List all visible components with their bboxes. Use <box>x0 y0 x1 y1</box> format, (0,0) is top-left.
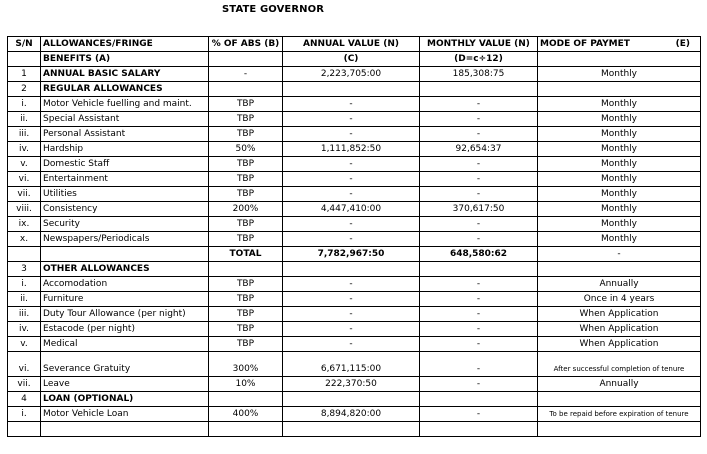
cell-sn <box>8 247 41 262</box>
header-annual-line1: ANNUAL VALUE (N) <box>283 37 420 52</box>
cell-item: Medical <box>41 337 209 352</box>
table-row <box>8 377 701 392</box>
cell-annual: 2,223,705:00 <box>283 67 420 82</box>
header-row-2 <box>8 52 701 67</box>
table-row <box>8 97 701 112</box>
blank-cell <box>209 422 283 437</box>
cell-mode: Monthly <box>538 112 701 127</box>
table-row <box>8 392 701 407</box>
cell-monthly: - <box>420 112 538 127</box>
header-row <box>8 37 701 52</box>
table-row <box>8 352 701 377</box>
cell-monthly: - <box>420 187 538 202</box>
cell-abs: - <box>209 67 283 82</box>
cell-monthly <box>420 262 538 277</box>
cell-sn: vii. <box>8 187 41 202</box>
table-row <box>8 67 701 82</box>
cell-abs: TBP <box>209 97 283 112</box>
allowances-table <box>7 36 701 437</box>
cell-annual: 4,447,410:00 <box>283 202 420 217</box>
table-row <box>8 112 701 127</box>
cell-sn: 1 <box>8 67 41 82</box>
cell-mode: Monthly <box>538 67 701 82</box>
cell-monthly: - <box>420 322 538 337</box>
blank-cell <box>420 422 538 437</box>
cell-annual <box>283 82 420 97</box>
cell-annual: - <box>283 217 420 232</box>
blank-cell <box>538 422 701 437</box>
cell-mode <box>538 262 701 277</box>
header-annual-line2: (C) <box>283 52 420 67</box>
cell-item: Hardship <box>41 142 209 157</box>
cell-abs: TBP <box>209 277 283 292</box>
cell-monthly: - <box>420 277 538 292</box>
cell-abs: 400% <box>209 407 283 422</box>
cell-sn: iii. <box>8 307 41 322</box>
cell-sn: 2 <box>8 82 41 97</box>
table-row <box>8 217 701 232</box>
cell-mode: Monthly <box>538 97 701 112</box>
cell-item: Motor Vehicle fuelling and maint. <box>41 97 209 112</box>
table-row <box>8 247 701 262</box>
cell-item: OTHER ALLOWANCES <box>41 262 209 277</box>
table-row <box>8 262 701 277</box>
cell-sn: ix. <box>8 217 41 232</box>
table-row <box>8 407 701 422</box>
blank-cell <box>8 422 41 437</box>
cell-abs <box>209 262 283 277</box>
cell-mode <box>538 392 701 407</box>
table-row <box>8 127 701 142</box>
cell-sn: i. <box>8 97 41 112</box>
cell-sn: i. <box>8 407 41 422</box>
cell-sn: iv. <box>8 322 41 337</box>
cell-item: Entertainment <box>41 172 209 187</box>
cell-monthly: 185,308:75 <box>420 67 538 82</box>
table-row <box>8 157 701 172</box>
cell-abs: TOTAL <box>209 247 283 262</box>
cell-mode: When Application <box>538 337 701 352</box>
cell-monthly: - <box>420 157 538 172</box>
cell-abs: TBP <box>209 112 283 127</box>
cell-sn: vii. <box>8 377 41 392</box>
cell-sn: iv. <box>8 142 41 157</box>
cell-sn: 4 <box>8 392 41 407</box>
table-row <box>8 232 701 247</box>
cell-sn: 3 <box>8 262 41 277</box>
header-abs: % OF ABS (B) <box>209 37 283 52</box>
cell-annual: 8,894,820:00 <box>283 407 420 422</box>
header-sn: S/N <box>8 37 41 52</box>
cell-item: Special Assistant <box>41 112 209 127</box>
cell-abs: 200% <box>209 202 283 217</box>
cell-annual: - <box>283 277 420 292</box>
cell-annual <box>283 392 420 407</box>
cell-item: Leave <box>41 377 209 392</box>
cell-item: Newspapers/Periodicals <box>41 232 209 247</box>
cell-monthly: 92,654:37 <box>420 142 538 157</box>
cell-sn: vi. <box>8 352 41 377</box>
cell-annual: - <box>283 157 420 172</box>
cell-mode: Annually <box>538 377 701 392</box>
table-row <box>8 292 701 307</box>
cell-item: Duty Tour Allowance (per night) <box>41 307 209 322</box>
cell-monthly: - <box>420 307 538 322</box>
cell-annual: - <box>283 307 420 322</box>
cell-monthly: 370,617:50 <box>420 202 538 217</box>
cell-monthly: - <box>420 127 538 142</box>
blank-row <box>8 422 701 437</box>
cell-item: ANNUAL BASIC SALARY <box>41 67 209 82</box>
cell-item: Estacode (per night) <box>41 322 209 337</box>
cell-annual: 1,111,852:50 <box>283 142 420 157</box>
header-mode <box>538 37 701 52</box>
cell-mode: Monthly <box>538 232 701 247</box>
cell-mode: To be repaid before expiration of tenure <box>538 407 701 422</box>
cell-abs: 300% <box>209 352 283 377</box>
cell-item: Consistency <box>41 202 209 217</box>
cell-monthly: - <box>420 377 538 392</box>
cell-annual: 6,671,115:00 <box>283 352 420 377</box>
cell-item: Furniture <box>41 292 209 307</box>
cell-annual: - <box>283 172 420 187</box>
cell-monthly: - <box>420 97 538 112</box>
table-row <box>8 202 701 217</box>
cell-mode: After successful completion of tenure <box>538 352 701 377</box>
cell-abs: 50% <box>209 142 283 157</box>
cell-monthly <box>420 392 538 407</box>
cell-sn: ii. <box>8 292 41 307</box>
cell-monthly <box>420 82 538 97</box>
cell-item: Accomodation <box>41 277 209 292</box>
cell-item: LOAN (OPTIONAL) <box>41 392 209 407</box>
cell-mode: Monthly <box>538 142 701 157</box>
header-mode-e: (E) <box>675 39 690 49</box>
cell-abs: TBP <box>209 157 283 172</box>
header-abs-2 <box>209 52 283 67</box>
cell-sn: ii. <box>8 112 41 127</box>
title-text: STATE GOVERNOR <box>222 4 325 15</box>
cell-abs <box>209 82 283 97</box>
table-row <box>8 322 701 337</box>
cell-mode: - <box>538 247 701 262</box>
cell-annual: - <box>283 112 420 127</box>
cell-mode <box>538 82 701 97</box>
header-benefits-line1: ALLOWANCES/FRINGE <box>41 37 209 52</box>
header-mode-2 <box>538 52 701 67</box>
cell-abs: TBP <box>209 307 283 322</box>
table-row <box>8 337 701 352</box>
cell-abs <box>209 392 283 407</box>
cell-abs: TBP <box>209 322 283 337</box>
cell-monthly: - <box>420 172 538 187</box>
cell-annual: 222,370:50 <box>283 377 420 392</box>
cell-sn: i. <box>8 277 41 292</box>
cell-item <box>41 247 209 262</box>
cell-mode: When Application <box>538 307 701 322</box>
blank-cell <box>41 422 209 437</box>
cell-monthly: - <box>420 292 538 307</box>
cell-mode: Monthly <box>538 157 701 172</box>
cell-monthly: - <box>420 352 538 377</box>
cell-sn: iii. <box>8 127 41 142</box>
table-row <box>8 142 701 157</box>
table-row <box>8 172 701 187</box>
cell-monthly: - <box>420 407 538 422</box>
cell-annual: - <box>283 292 420 307</box>
cell-annual: - <box>283 127 420 142</box>
blank-cell <box>283 422 420 437</box>
cell-sn: x. <box>8 232 41 247</box>
cell-mode: Monthly <box>538 187 701 202</box>
cell-annual: 7,782,967:50 <box>283 247 420 262</box>
header-monthly-line1: MONTHLY VALUE (N) <box>420 37 538 52</box>
cell-abs: TBP <box>209 187 283 202</box>
cell-abs: 10% <box>209 377 283 392</box>
cell-annual: - <box>283 187 420 202</box>
cell-mode: Once in 4 years <box>538 292 701 307</box>
header-mode-label: MODE OF PAYMET <box>540 39 630 49</box>
cell-sn: v. <box>8 157 41 172</box>
cell-monthly: - <box>420 232 538 247</box>
cell-mode: Monthly <box>538 217 701 232</box>
cell-abs: TBP <box>209 337 283 352</box>
cell-mode: Monthly <box>538 172 701 187</box>
cell-item: Severance Gratuity <box>41 352 209 377</box>
cell-item: Domestic Staff <box>41 157 209 172</box>
cell-item: Security <box>41 217 209 232</box>
header-benefits-line2: BENEFITS (A) <box>41 52 209 67</box>
cell-item: Motor Vehicle Loan <box>41 407 209 422</box>
cell-annual <box>283 262 420 277</box>
cell-monthly: 648,580:62 <box>420 247 538 262</box>
cell-mode: Monthly <box>538 202 701 217</box>
cell-item: REGULAR ALLOWANCES <box>41 82 209 97</box>
table-row <box>8 277 701 292</box>
table-row <box>8 187 701 202</box>
header-monthly-line2: (D=c÷12) <box>420 52 538 67</box>
cell-mode: Monthly <box>538 127 701 142</box>
cell-annual: - <box>283 322 420 337</box>
cell-sn: v. <box>8 337 41 352</box>
cell-item: Utilities <box>41 187 209 202</box>
table-body <box>8 67 701 437</box>
table-row <box>8 82 701 97</box>
cell-monthly: - <box>420 217 538 232</box>
cell-monthly: - <box>420 337 538 352</box>
cell-abs: TBP <box>209 217 283 232</box>
cell-abs: TBP <box>209 127 283 142</box>
cell-sn: vi. <box>8 172 41 187</box>
cell-sn: viii. <box>8 202 41 217</box>
cell-abs: TBP <box>209 232 283 247</box>
cell-mode: Annually <box>538 277 701 292</box>
cell-annual: - <box>283 97 420 112</box>
table-row <box>8 307 701 322</box>
cell-annual: - <box>283 337 420 352</box>
cell-abs: TBP <box>209 292 283 307</box>
cell-mode: When Application <box>538 322 701 337</box>
cell-abs: TBP <box>209 172 283 187</box>
header-sn-2 <box>8 52 41 67</box>
cell-annual: - <box>283 232 420 247</box>
cell-item: Personal Assistant <box>41 127 209 142</box>
